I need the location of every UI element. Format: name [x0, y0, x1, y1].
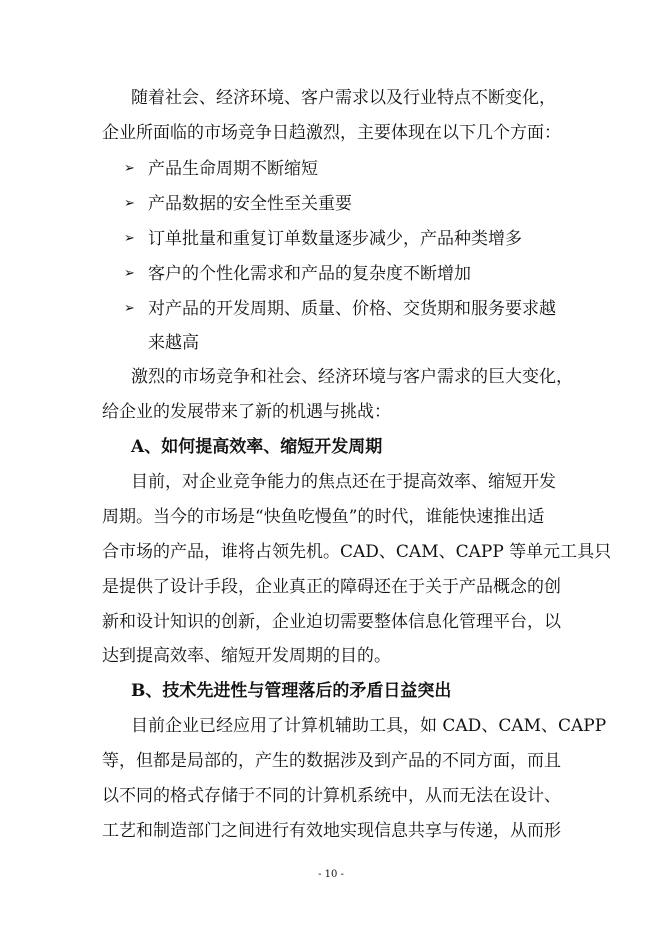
bullet-item [124, 228, 522, 250]
para2-line-1: 激烈的市场竞争和社会、经济环境与客户需求的巨大变化， [131, 367, 573, 387]
intro-line-1: 随着社会、经济环境、客户需求以及行业特点不断变化， [131, 88, 556, 108]
arrow-bullet-icon: ➢ [124, 161, 135, 176]
bullet-continuation: 来越高 [148, 333, 199, 353]
section-heading-b: B、技术先进性与管理落后的矛盾日益突出 [131, 681, 452, 701]
bullet-text: 产品生命周期不断缩短 [148, 159, 318, 179]
page-number: - 10 - [318, 869, 344, 880]
para-b-line: 目前企业已经应用了计算机辅助工具，如 CAD、CAM、CAPP [131, 716, 607, 736]
arrow-bullet-icon: ➢ [124, 301, 135, 316]
arrow-bullet-icon: ➢ [124, 266, 135, 281]
para-a-line: 是提供了设计手段，企业真正的障碍还在于关于产品概念的创 [102, 577, 561, 597]
para-a-line: 合市场的产品，谁将占领先机。CAD、CAM、CAPP 等单元工具只 [102, 542, 612, 562]
para-a-line: 目前，对企业竞争能力的焦点还在于提高效率、缩短开发 [131, 472, 556, 492]
para-b-line: 以不同的格式存储于不同的计算机系统中，从而无法在设计、 [102, 786, 561, 806]
bullet-item [124, 263, 471, 285]
bullet-text: 订单批量和重复订单数量逐步减少，产品种类增多 [148, 229, 522, 249]
para-b-line: 工艺和制造部门之间进行有效地实现信息共享与传递，从而形 [102, 821, 561, 841]
para-b-line: 等，但都是局部的，产生的数据涉及到产品的不同方面，而且 [102, 751, 561, 771]
para-a-line: 新和设计知识的创新，企业迫切需要整体信息化管理平台，以 [102, 612, 561, 632]
bullet-item [124, 298, 556, 320]
arrow-bullet-icon: ➢ [124, 196, 135, 211]
para-a-line: 达到提高效率、缩短开发周期的目的。 [102, 646, 391, 666]
bullet-text: 客户的个性化需求和产品的复杂度不断增加 [148, 264, 471, 284]
bullet-text: 产品数据的安全性至关重要 [148, 194, 352, 214]
intro-line-2: 企业所面临的市场竞争日趋激烈，主要体现在以下几个方面： [102, 123, 561, 143]
bullet-item [124, 193, 352, 215]
bullet-item [124, 158, 318, 180]
bullet-text: 对产品的开发周期、质量、价格、交货期和服务要求越 [148, 299, 556, 319]
para-a-line: 周期。当今的市场是“快鱼吃慢鱼”的时代，谁能快速推出适 [102, 507, 545, 527]
para2-line-2: 给企业的发展带来了新的机遇与挑战： [102, 402, 391, 422]
section-heading-a: A、如何提高效率、缩短开发周期 [131, 437, 383, 457]
arrow-bullet-icon: ➢ [124, 231, 135, 246]
